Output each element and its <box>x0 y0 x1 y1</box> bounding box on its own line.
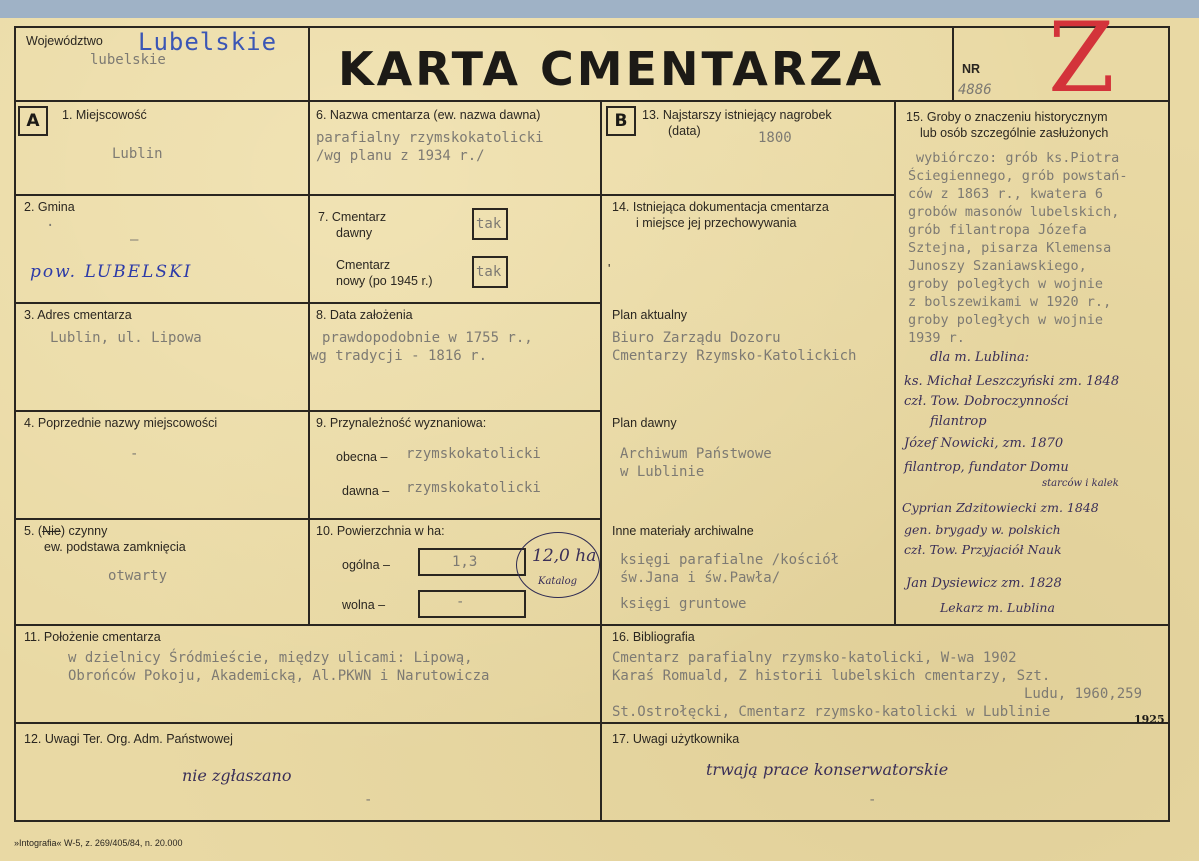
f5-label-struck: Nie <box>42 524 61 538</box>
f2-dash: – <box>130 232 139 248</box>
f9-obecna-value: rzymskokatolicki <box>406 446 541 462</box>
f14-plan-aktualny-line2: Cmentarzy Rzymsko-Katolickich <box>612 348 857 364</box>
f16-line1: Cmentarz parafialny rzymsko-katolicki, W-wa 1902 <box>612 650 1017 666</box>
f15-typed-line: grób filantropa Józefa <box>908 222 1087 238</box>
f8-line1: prawdopodobnie w 1755 r., <box>322 330 533 346</box>
f14-inne-line2: św.Jana i św.Pawła/ <box>620 570 781 586</box>
f1-value: Lublin <box>112 146 163 162</box>
f15-typed-line: wybiórczo: grób ks.Piotra <box>916 150 1120 166</box>
f9-dawna-value: rzymskokatolicki <box>406 480 541 496</box>
f17-hand: trwają prace konserwatorskie <box>706 760 949 779</box>
f15-hand-line: Lekarz m. Lublina <box>940 600 1055 615</box>
f15-typed-line: groby poległych w wojnie <box>908 276 1104 292</box>
header-vline-2 <box>952 26 954 100</box>
nr-letter: Z <box>1048 2 1115 114</box>
row-line-b1 <box>600 194 896 196</box>
nr-value: 4886 <box>958 82 992 98</box>
f8-line2: wg tradycji - 1816 r. <box>310 348 488 364</box>
f10-ogolna-value: 1,3 <box>452 554 478 570</box>
f2-dot: · <box>46 218 55 234</box>
f5-label2: ew. podstawa zamknięcia <box>44 540 186 554</box>
f7-label2: dawny <box>336 226 373 240</box>
f15-typed-line: grobów masonów lubelskich, <box>908 204 1120 220</box>
f14-mark: ' <box>608 262 611 276</box>
f14-inne-line3: księgi gruntowe <box>620 596 747 612</box>
f15-typed-line: groby poległych w wojnie <box>908 312 1104 328</box>
f10-wolna-label: wolna – <box>342 598 386 612</box>
f14-inne-line1: księgi parafialne /kościół <box>620 552 840 568</box>
f13-value: 1800 <box>758 130 792 146</box>
f16-line4: St.Ostrołęcki, Cmentarz rzymsko-katolicki w Lublinie <box>612 704 1051 720</box>
f3-label: 3. Adres cmentarza <box>24 308 132 322</box>
f7-label: 7. Cmentarz <box>318 210 387 224</box>
page-title: KARTA CMENTARZA <box>338 42 885 96</box>
f10-ogolna-label: ogólna – <box>342 558 390 572</box>
f5-label-prefix: 5. ( <box>24 524 43 538</box>
f14-plan-aktualny-label: Plan aktualny <box>612 308 688 322</box>
f10-ogolna-hand2: Katalog <box>538 576 578 587</box>
f15-hand-line: starców i kalek <box>1042 478 1119 489</box>
row-line-4 <box>14 518 602 520</box>
f15-label: 15. Groby o znaczeniu historycznym <box>906 110 1108 124</box>
f13-label2: (data) <box>668 124 701 138</box>
f2-label: 2. Gmina <box>24 200 75 214</box>
f5-label-suffix: ) czynny <box>60 524 108 538</box>
f10-wolna-box <box>418 590 526 618</box>
f15-hand-line: czł. Tow. Przyjaciół Nauk <box>904 542 1062 557</box>
f11-label: 11. Położenie cmentarza <box>24 630 161 644</box>
f9-label: 9. Przynależność wyznaniowa: <box>316 416 487 430</box>
wojewodztwo-stamp: Lubelskie <box>138 28 278 56</box>
f15-hand-line: ks. Michał Leszczyński zm. 1848 <box>904 374 1120 389</box>
f9-obecna-label: obecna – <box>336 450 388 464</box>
f10-wolna-value: - <box>456 594 465 610</box>
grid-vline-col3 <box>894 100 896 624</box>
f15-typed-line: z bolszewikami w 1920 r., <box>908 294 1112 310</box>
f16-line3: Ludu, 1960,259 <box>1024 686 1143 702</box>
printer-footer: »Intografia« W-5, z. 269/405/84, n. 20.000 <box>14 838 183 848</box>
f17-dash: - <box>868 792 877 808</box>
f15-label2: lub osób szczególnie zasłużonych <box>920 126 1109 140</box>
f1-label: 1. Miejscowość <box>62 108 147 122</box>
f3-value: Lublin, ul. Lipowa <box>50 330 202 346</box>
grid-vline-col2 <box>600 100 602 822</box>
f14-plan-aktualny-line1: Biuro Zarządu Dozoru <box>612 330 781 346</box>
f5-value: otwarty <box>108 568 168 584</box>
row-line-6 <box>14 722 1170 724</box>
f10-label: 10. Powierzchnia w ha: <box>316 524 445 538</box>
header-vline-1 <box>308 26 310 100</box>
f15-hand-line: gen. brygady w. polskich <box>904 522 1061 537</box>
f15-hand-line: Cyprian Zdzitowiecki zm. 1848 <box>902 500 1099 515</box>
row-line-3 <box>14 410 602 412</box>
f11-line1: w dzielnicy Śródmieście, między ulicami: Lipową, <box>68 650 473 666</box>
f12-label: 12. Uwagi Ter. Org. Adm. Państwowej <box>24 732 233 746</box>
f4-value: - <box>130 446 139 462</box>
f15-hand-line: Jan Dysiewicz zm. 1828 <box>906 576 1062 591</box>
f15-typed-line: Junoszy Szaniawskiego, <box>908 258 1087 274</box>
f14-plan-dawny-line1: Archiwum Państwowe <box>620 446 772 462</box>
f14-inne-label: Inne materiały archiwalne <box>612 524 754 538</box>
row-line-1 <box>14 194 602 196</box>
wojewodztwo-label: Województwo <box>26 34 103 48</box>
wojewodztwo-typed: lubelskie <box>90 52 166 68</box>
f2-hand: pow. LUBELSKI <box>30 262 193 282</box>
f14-plan-dawny-label: Plan dawny <box>612 416 677 430</box>
scan-top-edge <box>0 0 1199 18</box>
f7-label3: Cmentarz <box>336 258 391 272</box>
f15-typed-line: ców z 1863 r., kwatera 6 <box>908 186 1104 202</box>
f12-dash: - <box>364 792 373 808</box>
f8-label: 8. Data założenia <box>316 308 413 322</box>
row-line-5 <box>14 624 1170 626</box>
f16-label: 16. Bibliografia <box>612 630 695 644</box>
f14-label2: i miejsce jej przechowywania <box>636 216 797 230</box>
f14-plan-dawny-line2: w Lublinie <box>620 464 705 480</box>
header-divider <box>14 100 1170 102</box>
row-line-2 <box>14 302 602 304</box>
f15-hand-line: Józef Nowicki, zm. 1870 <box>904 436 1064 451</box>
f15-typed-line: Sztejna, pisarza Klemensa <box>908 240 1112 256</box>
f15-hand-line: filantrop, fundator Domu <box>904 460 1069 475</box>
f16-line4-hand: 1925 <box>1134 713 1165 726</box>
f7-label4: nowy (po 1945 r.) <box>336 274 433 288</box>
f9-dawna-label: dawna – <box>342 484 390 498</box>
nr-label: NR <box>962 62 981 76</box>
f10-ogolna-hand: 12,0 ha <box>532 546 597 566</box>
f5-label <box>24 524 107 539</box>
f11-line2: Obrońców Pokoju, Akademicką, Al.PKWN i Narutowicza <box>68 668 490 684</box>
f7-dawny-value: tak <box>476 216 502 232</box>
f15-hand-line: dla m. Lublina: <box>930 350 1030 365</box>
f15-typed-line: 1939 r. <box>908 330 965 346</box>
f14-label: 14. Istniejąca dokumentacja cmentarza <box>612 200 829 214</box>
f12-hand: nie zgłaszano <box>182 766 292 785</box>
f7-nowy-value: tak <box>476 264 502 280</box>
f15-hand-line: filantrop <box>930 414 987 429</box>
section-a-box: A <box>18 106 48 136</box>
f13-label: 13. Najstarszy istniejący nagrobek <box>642 108 832 122</box>
f15-hand-line: czł. Tow. Dobroczynności <box>904 394 1069 409</box>
f15-typed-line: Ściegiennego, grób powstań- <box>908 168 1128 184</box>
f16-line2: Karaś Romuald, Z historii lubelskich cmentarzy, Szt. <box>612 668 1051 684</box>
f6-label: 6. Nazwa cmentarza (ew. nazwa dawna) <box>316 108 541 122</box>
f6-line1: parafialny rzymskokatolicki <box>316 130 544 146</box>
f17-label: 17. Uwagi użytkownika <box>612 732 740 746</box>
f6-line2: /wg planu z 1934 r./ <box>316 148 485 164</box>
section-b-box: B <box>606 106 636 136</box>
f4-label: 4. Poprzednie nazwy miejscowości <box>24 416 218 430</box>
